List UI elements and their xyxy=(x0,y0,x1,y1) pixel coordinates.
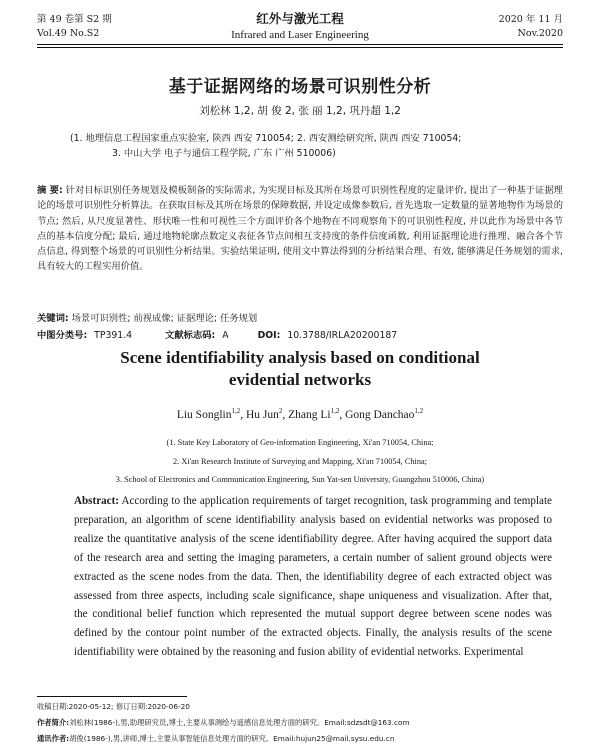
running-header-right xyxy=(499,15,563,42)
clc-value: TP391.4 xyxy=(94,330,133,341)
author-bio-text: 刘松林(1986-),男,助理研究员,博士,主要从事测绘与遥感信息处理方面的研究。Email:sdzsdt@163.com xyxy=(69,718,410,727)
affiliation-cn-line: 3. 中山大学 电子与通信工程学院, 广东 广州 510006) xyxy=(112,148,336,159)
journal-name-en: Infrared and Laser Engineering xyxy=(231,28,369,41)
keywords-cn xyxy=(37,310,257,324)
header-rule xyxy=(37,44,563,45)
issue-date-cn: 2020 年 11 月 xyxy=(498,14,563,25)
corresponding-author xyxy=(37,731,577,747)
affiliation-en-line: 3. School of Electronics and Communication Engineering, Sun Yat-sen University, Guangzhou 510006, China) xyxy=(115,475,485,484)
header-rule-thin xyxy=(37,47,563,48)
affiliations-en xyxy=(0,434,600,490)
abstract-en-text: According to the application requirements of target recognition, task programming and template preparation, an algorithm of scene identifiability analysis based on evidential networks was proposed to realize the quantitative analysis of the scene identifiability degree. After having acquired the support data of the research area and setting the imaging parameters, a certain number of salient ground objects were extracted as the scene nodes from the data. Then, the identifiability degree of each extracted object was assessed from three aspects, including scale significance, shape uniqueness and visualization. After that, the conditional belief function which represented the mutual support degree between scene nodes was defined by the contour point number of the extracted objects. Finally, the analysis results of the scene identifiability were obtained by the reasoning and fusion ability of evidential networks. Experimental xyxy=(74,495,552,659)
abstract-cn xyxy=(37,183,563,275)
affiliation-cn-line: (1. 地理信息工程国家重点实验室, 陕西 西安 710054; 2. 西安测绘研究所, 陕西 西安 710054; xyxy=(70,133,462,144)
author-name: Gong Danchao xyxy=(345,408,415,421)
paper-title-en xyxy=(0,347,600,391)
doi-value[interactable]: 10.3788/IRLA20200187 xyxy=(287,330,398,341)
author-affiliation-mark: 1,2 xyxy=(231,407,241,415)
keywords-cn-text: 场景可识别性; 前视成像; 证据理论; 任务规划 xyxy=(71,313,258,324)
paper-title-en-line: evidential networks xyxy=(228,370,372,389)
corresponding-author-text: 胡俊(1986-),男,讲师,博士,主要从事智能信息处理方面的研究。Email:hujun25@mail.sysu.edu.cn xyxy=(69,734,395,743)
author-name: Hu Jun xyxy=(245,408,279,421)
paper-title-en-line: Scene identifiability analysis based on conditional xyxy=(120,348,480,367)
abstract-en xyxy=(74,492,552,662)
author-name: Liu Songlin xyxy=(176,408,232,421)
footnote-rule xyxy=(37,696,187,697)
authors-cn: 刘松林 1,2, 胡 俊 2, 张 丽 1,2, 巩丹超 1,2 xyxy=(199,105,401,117)
classification-line xyxy=(37,327,563,341)
received-date: 收稿日期:2020-05-12; 修订日期:2020-06-20 xyxy=(37,702,190,711)
abstract-cn-text: 针对目标识别任务规划及模板制备的实际需求, 为实现目标及其所在场景可识别性程度的定量评价, 提出了一种基于证据理论的场景可识别性分析算法。在获取目标及其所在场景的保障数据, 并设定成像参数后, 首先选取一定数量的显著地物作为场景的节点; 然后, 从尺度显著性、形状唯一性和可视性三个方面评价各个地物在不同观察角下的可识别性程度, 并以此作为场景中各节点的基本信度分配; 最后, 通过地物轮廓点数定义表征各节点间相互支持度的条件信度函数, 利用证据理论进行推理、融合各个节点信息, 得到整个场景的可识别性分析结果。实验结果证明, 使用文中算法得到的分析结果合理、有效, 能够满足任务规划的需求, 具有较大的工程实用价值。 xyxy=(37,185,563,273)
volume-cn: 第 49 卷第 S2 期 xyxy=(37,14,112,25)
abstract-en-label: Abstract: xyxy=(74,495,119,507)
affiliations-cn xyxy=(70,131,540,161)
abstract-cn-label: 摘 要: xyxy=(37,185,63,196)
author-affiliation-mark: 1,2 xyxy=(330,407,340,415)
corresponding-author-label: 通讯作者: xyxy=(37,734,70,743)
authors-en: Liu Songlin$^{1,2}$, Hu Jun$^2$, Zhang Li$^{1,2}$, Gong Danchao$^{1,2}$ xyxy=(176,407,424,421)
author-bio-label: 作者简介: xyxy=(37,718,70,727)
author-name: Zhang Li xyxy=(288,408,331,421)
author-bio xyxy=(37,715,577,731)
doc-code-label: 文献标志码: xyxy=(165,330,216,341)
affiliation-en-line: 2. Xi'an Research Institute of Surveying and Mapping, Xi'an 710054, China; xyxy=(173,456,427,466)
doc-code-value: A xyxy=(222,330,229,341)
journal-name-cn: 红外与激光工程 xyxy=(256,11,344,26)
author-affiliation-mark: 1,2 xyxy=(414,407,424,415)
keywords-cn-label: 关键词: xyxy=(37,313,69,324)
footnotes xyxy=(37,699,577,747)
author-affiliation-mark: 2 xyxy=(278,407,283,415)
paper-title-cn: 基于证据网络的场景可识别性分析 xyxy=(168,77,432,97)
doi-label: DOI: xyxy=(257,330,281,341)
volume-en: Vol.49 No.S2 xyxy=(37,27,100,39)
clc-label: 中图分类号: xyxy=(37,330,88,341)
affiliation-en-line: (1. State Key Laboratory of Geo-information Engineering, Xi'an 710054, China; xyxy=(166,438,434,447)
issue-date-en: Nov.2020 xyxy=(517,27,563,39)
